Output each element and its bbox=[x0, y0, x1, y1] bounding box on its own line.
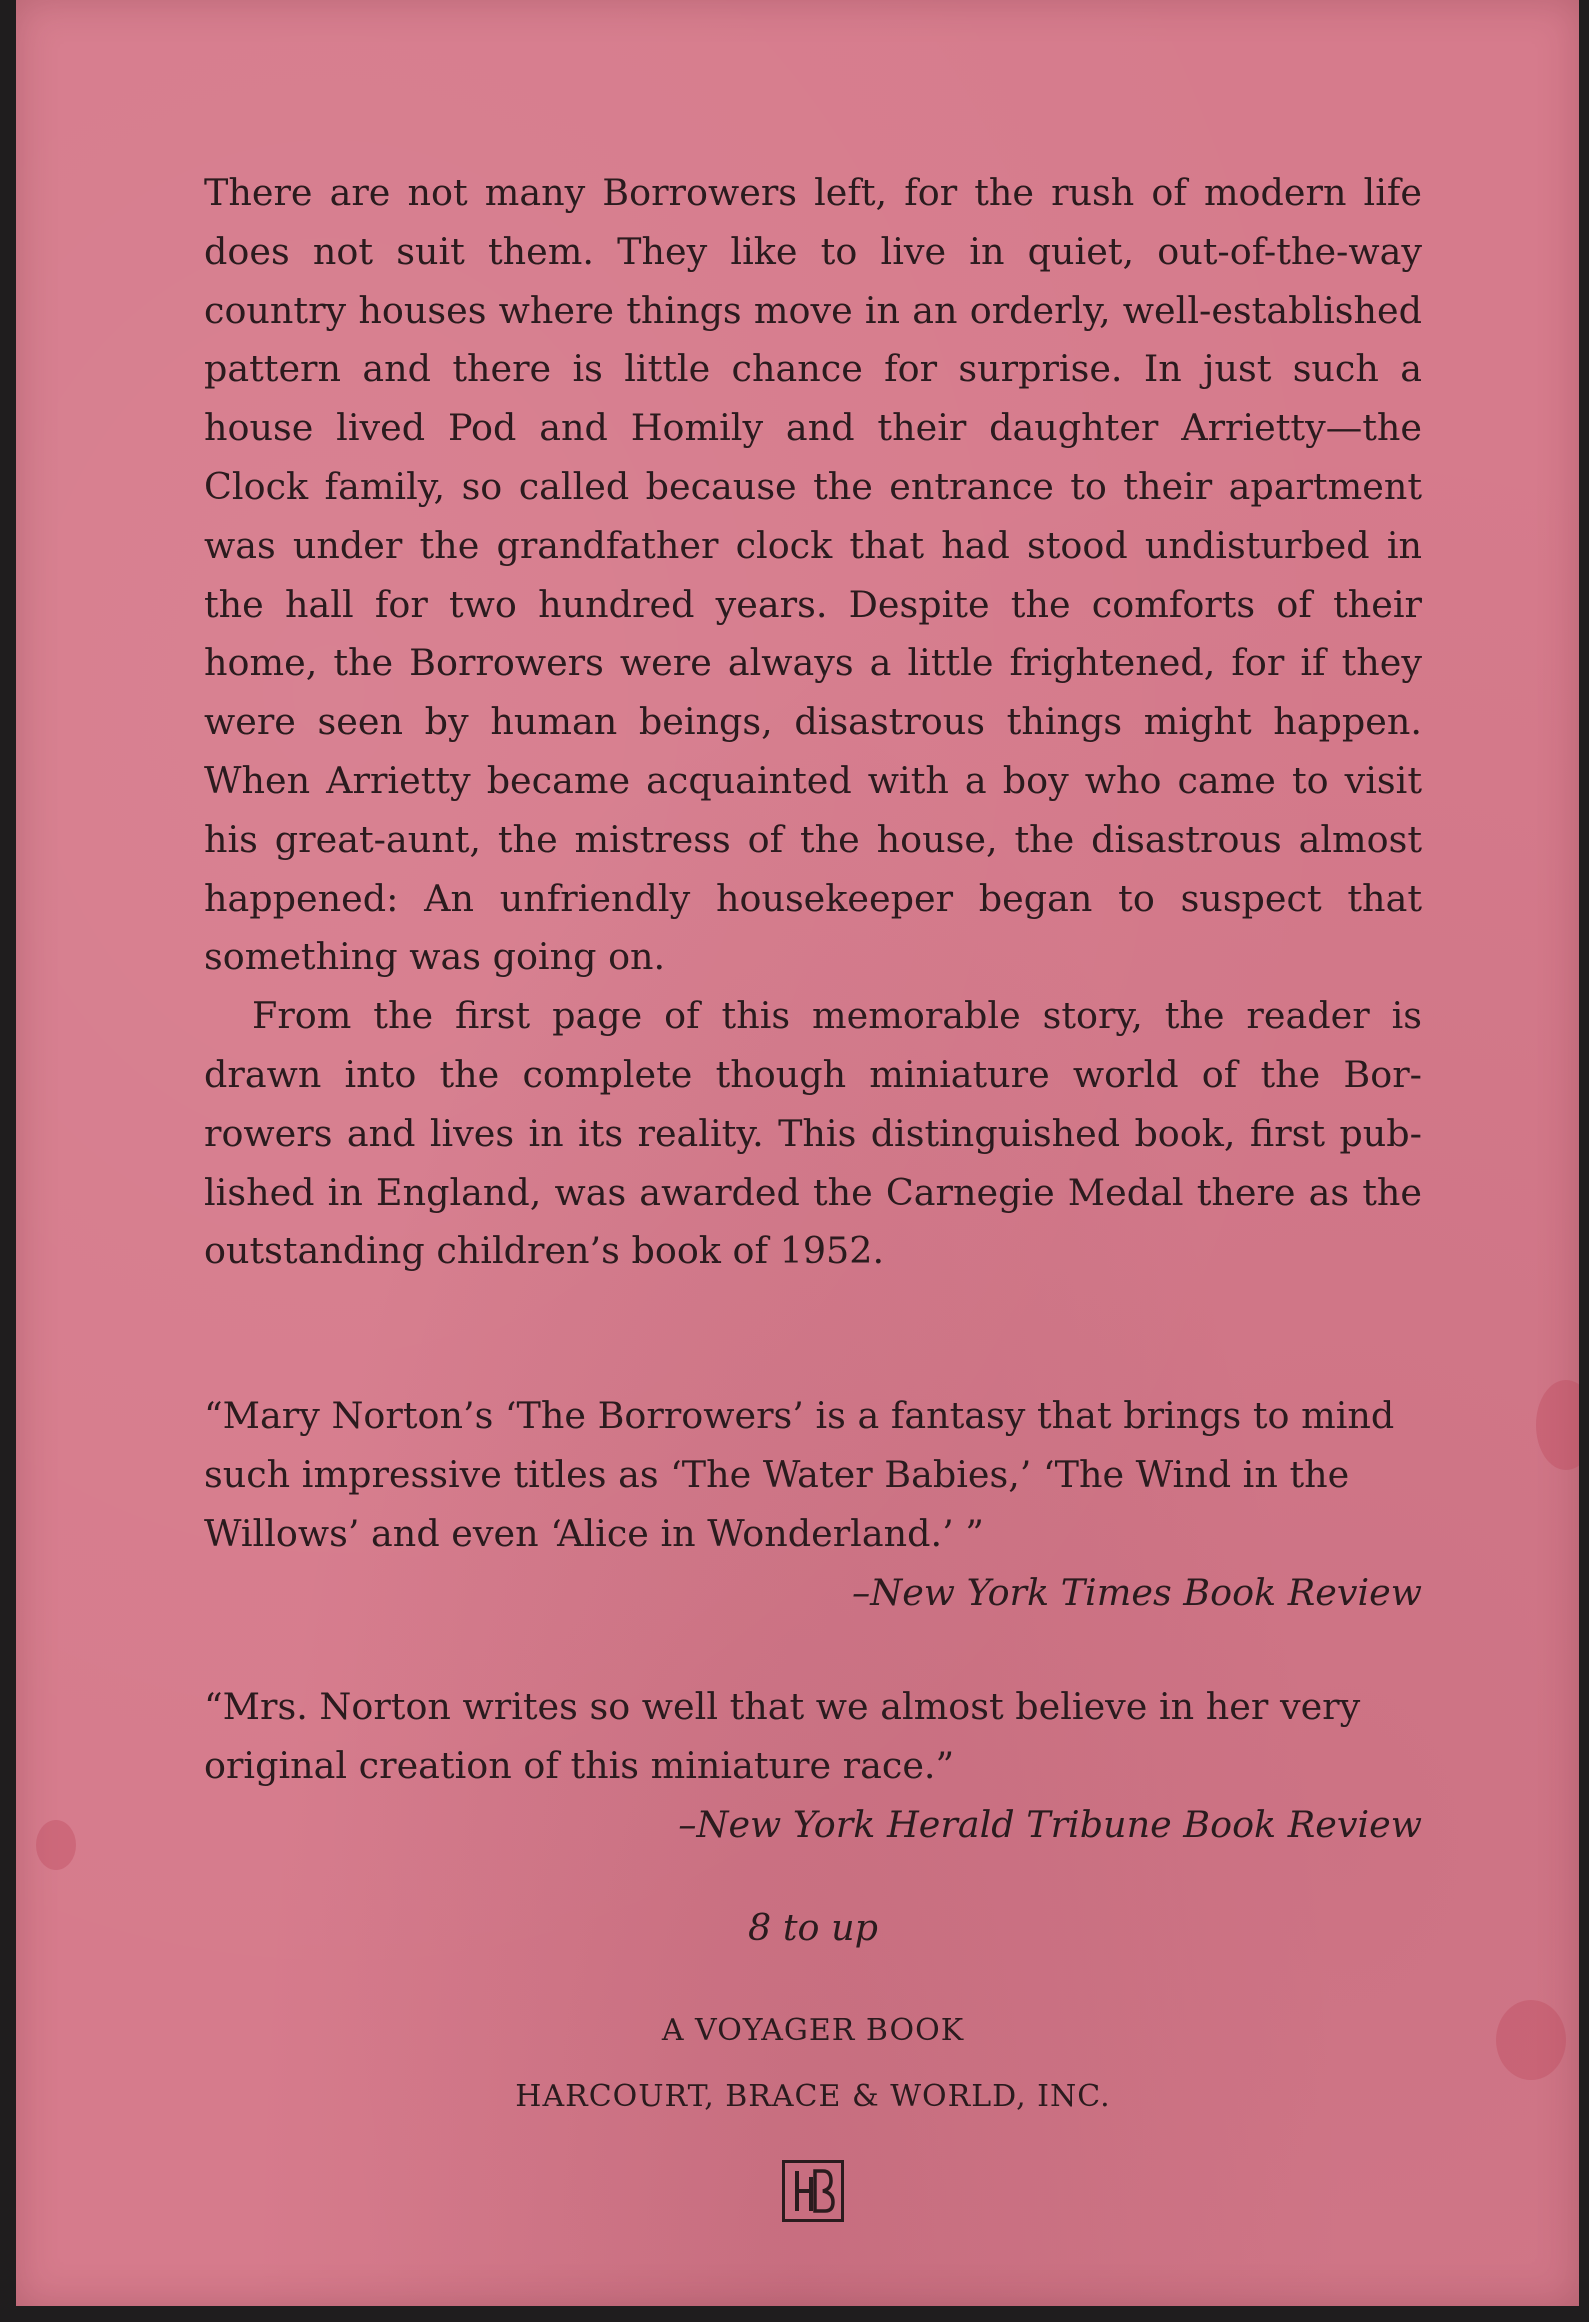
review-herald-tribune bbox=[204, 1678, 1422, 1854]
series-name: A VOYAGER BOOK bbox=[661, 2012, 965, 2048]
imprint bbox=[204, 1998, 1422, 2130]
review-quote: “Mary Norton’s ‘The Borrowers’ is a fantasy that brings to mind such impressive titles as ‘The Water Babies,’ ‘The Wind in the Willows’ and even ‘Alice in Wonderland.’ ” bbox=[204, 1394, 1395, 1555]
cover-text bbox=[204, 164, 1422, 2222]
review-quote: “Mrs. Norton writes so well that we almost believe in her very original creation of this miniature race.” bbox=[204, 1685, 1361, 1788]
publisher-name: HARCOURT, BRACE & WORLD, INC. bbox=[515, 2078, 1111, 2114]
age-range: 8 to up bbox=[748, 1905, 878, 1949]
stain-spot bbox=[1536, 1380, 1579, 1470]
hbw-monogram-icon bbox=[785, 2163, 841, 2219]
blurb-paragraph-2: From the first page of this memorable story, the reader is drawn into the complete though miniature world of the Borrowers and lives in its reality. This distinguished book, first published in England, was awarded the Carnegie Medal there as the outstanding children’s book of 1952. bbox=[204, 994, 1422, 1273]
blurb-paragraph-1: There are not many Borrowers left, for the rush of modern life does not suit them. They like to live in quiet, out-of-the-way country houses where things move in an orderly, well-established pattern and there is little chance for surprise. In just such a house lived Pod and Homily and their daughter Arrietty—the Clock family, so called because the entrance to their apartment was under the grandfather clock that had stood undisturbed in the hall for two hundred years. Despite the comforts of their home, the Borrowers were always a little frightened, for if they were seen by human beings, disastrous things might happen. When Arrietty became acquainted with a boy who came to visit his great-aunt, the mistress of the house, the disastrous almost happened: An unfriendly housekeeper began to suspect that something was going on. bbox=[204, 171, 1422, 979]
stain-spot bbox=[1496, 2000, 1566, 2080]
publisher-logo-icon bbox=[782, 2160, 844, 2222]
stain-spot bbox=[36, 1820, 76, 1870]
review-source: –New York Times Book Review bbox=[852, 1570, 1422, 1614]
book-back-cover bbox=[16, 0, 1579, 2306]
review-nyt bbox=[204, 1387, 1422, 1622]
review-source: –New York Herald Tribune Book Review bbox=[678, 1802, 1422, 1846]
